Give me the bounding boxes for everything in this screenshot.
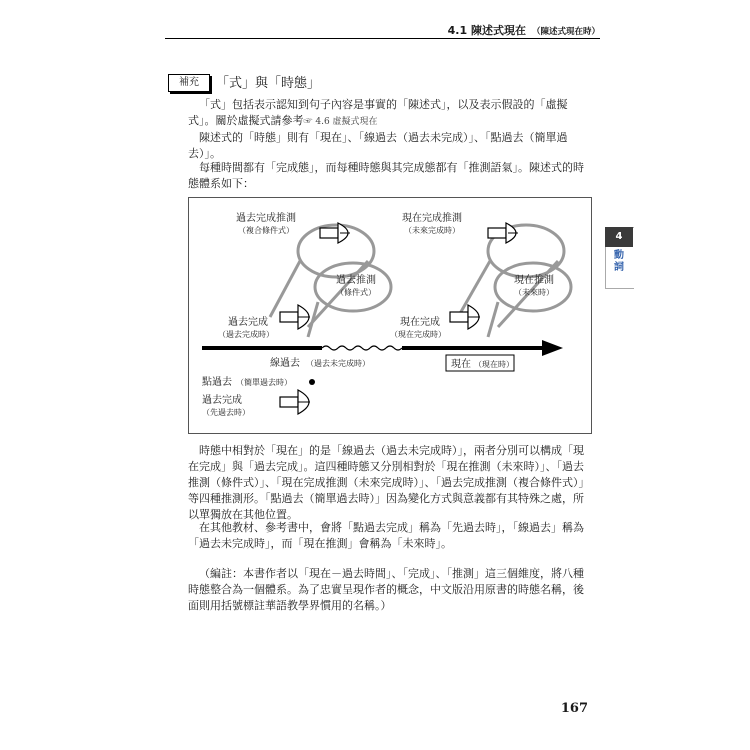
point-past-perfect-sub: （先過去時） [202, 408, 250, 417]
point-past-sub: （簡單過去時） [236, 378, 292, 387]
point-past-perfect-symbol [280, 390, 310, 414]
past-conjecture-outline [315, 263, 391, 311]
header-rule [165, 38, 600, 39]
chapter-tab-number: 4 [605, 227, 633, 247]
past-perfect-conjecture-label: 過去完成推測 [236, 213, 296, 224]
past-conjecture-label: 過去推測 [336, 275, 376, 286]
present-perfect-conjecture-sub: （未來完成時） [404, 226, 460, 235]
point-past-dot [309, 379, 315, 385]
chapter-tab-label: 動詞 [614, 250, 624, 273]
paragraph-2: 陳述式的「時態」則有「現在」、「線過去（過去未完成）」、「點過去（簡單過去）」。 [188, 131, 568, 160]
paragraph-6: （編註：本書作者以「現在－過去時間」、「完成」、「推測」這三個維度，將八種時態整合為一個體系。為了忠實呈現作者的概念，中文版沿用原書的時態名稱，後面則用括號標註華語教學界慣用的名稱。） [188, 567, 584, 612]
point-past-label: 點過去 [202, 377, 232, 388]
past-perfect-sub: （過去完成時） [218, 330, 274, 339]
present-label: 現在 [451, 359, 471, 370]
past-perfect-symbol [280, 305, 310, 329]
paragraph-5: 在其他教材、參考書中，會將「點過去完成」稱為「先過去時」，「線過去」稱為「過去未完成時」，而「現在推測」會稱為「未來時」。 [188, 521, 584, 550]
header-subtitle: （陳述式現在時） [531, 27, 600, 37]
page-number: 167 [560, 701, 588, 716]
tense-diagram-graphic [188, 197, 590, 432]
paragraph-3: 每種時間都有「完成態」，而每種時態與其完成態都有「推測語氣」。陳述式的時態體系如下： [188, 161, 584, 190]
present-sub: （現在時） [474, 360, 514, 369]
present-conjecture-label: 現在推測 [514, 275, 554, 286]
paragraph-1 [188, 97, 590, 130]
past-perfect-label: 過去完成 [228, 317, 268, 328]
past-perfect-conjecture-sub: （複合條件式） [238, 226, 294, 235]
present-perfect-label: 現在完成 [400, 317, 440, 328]
line-past-label: 線過去 [270, 358, 300, 369]
present-timeline [402, 346, 542, 350]
past-conjecture-sub: （條件式） [336, 288, 376, 297]
wavy-timeline [322, 346, 402, 350]
paragraph-1-text: 「式」包括表示認知到句子內容是事實的「陳述式」，以及表示假設的「虛擬式」。關於虛擬式請參考 [188, 98, 568, 127]
running-header [430, 22, 600, 38]
supplement-tag: 補充 [168, 74, 210, 92]
point-past-perfect-label: 過去完成 [202, 395, 242, 406]
header-title: 4.1 陳述式現在 [447, 24, 526, 37]
present-perfect-conjecture-label: 現在完成推測 [402, 213, 462, 224]
present-perfect-symbol [450, 305, 480, 329]
present-perfect-sub: （現在完成時） [390, 330, 446, 339]
line-past-sub: （過去未完成時） [306, 359, 370, 368]
cross-reference-link: ☞ 4.6 虛擬式現在 [303, 117, 378, 127]
line-past-timeline [202, 346, 322, 350]
paragraph-4: 時態中相對於「現在」的是「線過去（過去未完成時）」，兩者分別可以構成「現在完成」與「過去完成」。這四種時態又分別相對於「現在推測（未來時）」、「過去推測（條件式）」、「現在完成推測（未來完成時）」、「過去完成推測（複合條件式）」等四種推測形。「點過去（簡單過去時）」因為變化方式與意義都有其特殊之處，所以單獨放在其他位置。 [188, 444, 590, 521]
present-conjecture-sub: （未來時） [514, 288, 554, 297]
timeline-arrowhead [542, 340, 563, 356]
supplement-title: 「式」與「時態」 [216, 76, 321, 91]
